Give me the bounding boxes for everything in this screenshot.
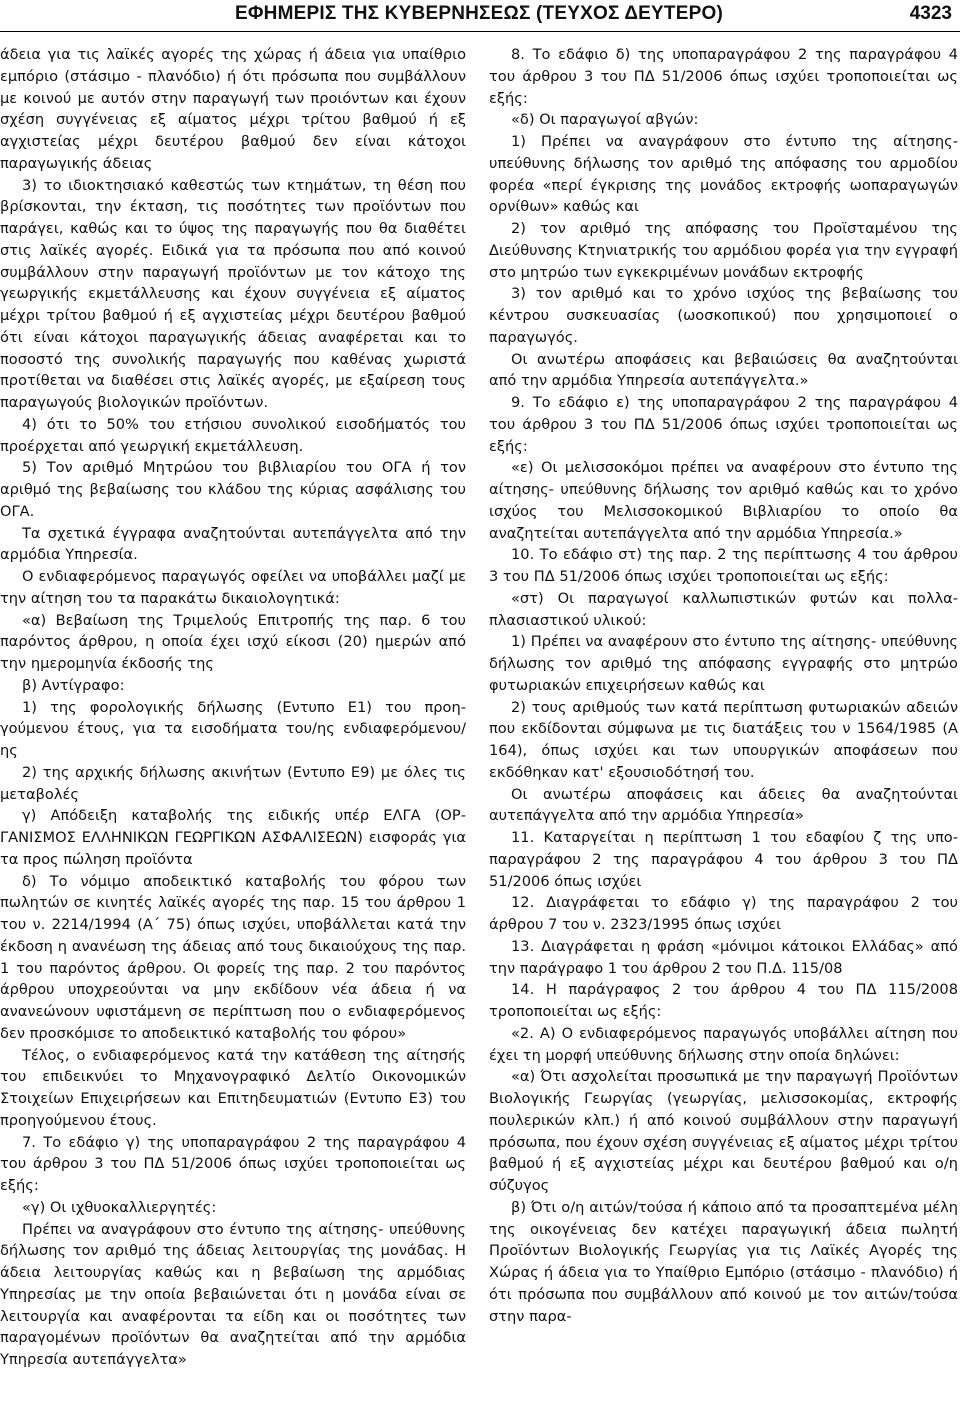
paragraph: Οι ανωτέρω αποφάσεις και άδειες θα αναζητούνται αυτεπάγγελτα από την αρμόδια Υπηρεσία» bbox=[489, 785, 958, 825]
paragraph: 2) τον αριθμό της απόφασης του Προϊσταμένου της Διεύθυνσης Κτηνιατρικής του αρμόδιου φορέα για την εγγραφή στο μητρώο των εγκεκριμένων μονάδων εκτροφής bbox=[489, 220, 958, 281]
paragraph: 11. Καταργείται η περίπτωση 1 του εδαφίου ζ της υποπαραγράφου 2 της παραγράφου 4 του άρθρου 3 του ΠΔ 51/2006 όπως ισχύει bbox=[489, 829, 958, 890]
paragraph: β) Αντίγραφο: bbox=[22, 676, 125, 694]
paragraph: 1) Πρέπει να αναγράφουν στο έντυπο της αίτησης-υπεύθυνης δήλωσης τον αριθμό της απόφασης του αρμοδίου φορέα «περί έγκρισης της μονάδος εκτροφής ωοπαραγωγών ορνίθων» καθώς και bbox=[489, 133, 958, 216]
paragraph: 3) τον αριθμό και το χρόνο ισχύος της βεβαίωσης του κέντρου συσκευασίας (ωοσκοπικού) που χρησιμοποιεί ο παραγωγός. bbox=[489, 285, 958, 346]
paragraph: «στ) Οι παραγωγοί καλλωπιστικών φυτών και πολλαπλασιαστικού υλικού: bbox=[489, 589, 958, 629]
paragraph: Ο ενδιαφερόμενος παραγωγός οφείλει να υποβάλλει μαζί με την αίτηση του τα παρακάτω δικαιολογητικά: bbox=[0, 568, 466, 607]
paragraph: 4) ότι το 50% του ετήσιου συνολικού εισοδήματός του προέρχεται από γεωργική εκμετάλλευση. bbox=[0, 415, 466, 455]
paragraph: Τέλος, ο ενδιαφερόμενος κατά την κατάθεση της αίτησής του επιδεικνύει το Μηχανογραφικό Δελτίο Οικονομικών Στοιχείων Επιχειρήσεων και Επιτηδευματιών (Εντυπο Ε3) του προηγούμενου έτους. bbox=[0, 1046, 466, 1129]
paragraph: Οι ανωτέρω αποφάσεις και βεβαιώσεις θα αναζητούνται από την αρμόδια Υπηρεσία αυτεπάγγελτα.» bbox=[489, 350, 958, 390]
gazette-title: ΕΦΗΜΕΡΙΣ ΤΗΣ ΚΥΒΕΡΝΗΣΕΩΣ (ΤΕΥΧΟΣ ΔΕΥΤΕΡΟ) bbox=[235, 3, 723, 24]
page-number: 4323 bbox=[909, 3, 952, 24]
paragraph: «γ) Οι ιχθυοκαλλιεργητές: bbox=[22, 1198, 217, 1216]
paragraph: 2) της αρχικής δήλωσης ακινήτων (Εντυπο Ε9) με όλες τις μεταβολές bbox=[0, 763, 466, 803]
paragraph: 5) Τον αριθμό Μητρώου του βιβλιαρίου του ΟΓΑ ή τον αριθμό της βεβαίωσης του κλάδου της κύριας ασφάλισης του ΟΓΑ. bbox=[0, 459, 466, 520]
paragraph: 1) της φορολογικής δήλωσης (Εντυπο Ε1) του προηγούμενου έτους, για τα εισοδήματα του/ης ενδιαφερόμενου/ ης bbox=[0, 698, 466, 759]
paragraph: άδεια για τις λαϊκές αγορές της χώρας ή άδεια για υπαίθριο εμπόριο (στάσιμο - πλανόδιο) ή ότι πρόσωπα που συμβάλλουν με κοινού με αυτόν στην παραγωγή των προιόντων και έχουν σχέση συγγένειας εξ αίματος μέχρι τρίτου βαθμού ή εξ αγχιστείας μέχρι δευτέρου βαθμού δεν είναι κάτοχοι παραγωγικής άδειας bbox=[0, 46, 466, 172]
paragraph: 3) το ιδιοκτησιακό καθεστώς των κτημάτων, τη θέση που βρίσκονται, την έκταση, τις ποσότητες των προϊόντων που παράγει, καθώς και το ύψος της παραγωγής που θα διαθέτει στις λαϊκές αγορές. Ειδικά για τα πρόσωπα που από κοινού συμβάλλουν στην παραγωγή προϊόντων με τον κάτοχο της γεωργικής εκμετάλλευσης και έχουν συγγένεια εξ αίματος μέχρι τρίτου βαθμού ή εξ αγχιστείας μέχρι δευτέρου βαθμού ότι είναι κάτοχοι παραγωγικής άδειας αναφέρεται και το ποσοστό της συνολικής παραγωγής που καθένας χωριστά προτίθεται να διαθέσει στις λαϊκές αγορές, με εξαίρεση τους παραγωγούς βιολογικών προϊόντων. bbox=[0, 176, 466, 411]
paragraph: «α) Ότι ασχολείται προσωπικά με την παραγωγή Προϊόντων Βιολογικής Γεωργίας (γεωργίας, μελισσοκομίας, εκτροφής πουλερικών κλπ.) ή από κοινού συμβάλλουν στην παραγωγή πρόσωπα, που έχουν σχέση συγγένειας εξ αίματος μέχρι τρίτου βαθμού ή εξ αγχιστείας μέχρι και δευτέρου βαθμού και ο/η σύζυγος bbox=[489, 1068, 958, 1194]
paragraph: 10. Το εδάφιο στ) της παρ. 2 της περίπτωσης 4 του άρθρου 3 του ΠΔ 51/2006 όπως ισχύει τροποποιείται ως εξής: bbox=[489, 546, 958, 585]
page-header bbox=[0, 0, 960, 36]
paragraph: «δ) Οι παραγωγοί αβγών: bbox=[511, 111, 699, 129]
paragraph: 12. Διαγράφεται το εδάφιο γ) της παραγράφου 2 του άρθρου 7 του ν. 2323/1995 όπως ισχύει bbox=[489, 894, 958, 933]
paragraph: 2) τους αριθμούς των κατά περίπτωση φυτωριακών αδειών που εκδίδονται σύμφωνα με τις διατάξεις του ν 1564/1985 (Α 164), όπως ισχύει και των υπουργικών αποφάσεων που εκδόθηκαν κατ' εξουσιοδότησή του. bbox=[489, 698, 958, 781]
header-rule bbox=[0, 31, 960, 32]
paragraph: 13. Διαγράφεται η φράση «μόνιμοι κάτοικοι Ελλάδας» από την παράγραφο 1 του άρθρου 2 του Π.Δ. 115/08 bbox=[489, 937, 958, 977]
right-column bbox=[489, 44, 958, 1327]
paragraph: Πρέπει να αναγράφουν στο έντυπο της αίτησης- υπεύθυνης δήλωσης τον αριθμό της άδειας λειτουργίας της μονάδας. Η άδεια λειτουργίας καθώς και η βεβαίωση της αρμόδιας Υπηρεσίας με την οποία βεβαιώνεται ότι η μονάδα είναι σε λειτουργία και αναφέρονται τα είδη και οι ποσότητες των παραγομένων προϊόντων θα αναζητείται από την αρμόδια Υπηρεσία αυτεπάγγελτα» bbox=[0, 1220, 466, 1368]
paragraph: 8. Το εδάφιο δ) της υποπαραγράφου 2 της παραγράφου 4 του άρθρου 3 του ΠΔ 51/2006 όπως ισχύει τροποποιείται ως εξής: bbox=[489, 46, 958, 107]
paragraph: 9. Το εδάφιο ε) της υποπαραγράφου 2 της παραγράφου 4 του άρθρου 3 του ΠΔ 51/2006 όπως ισχύει τροποποιείται ως εξής: bbox=[489, 394, 958, 455]
paragraph: β) Ότι ο/η αιτών/τούσα ή κάποιο από τα προσαπτεμένα μέλη της οικογένειας δεν κατέχει παραγωγική άδεια πωλητή Προϊόντων Βιολογικής Γεωργίας για τις Λαϊκές Αγορές της Χώρας ή άδεια για το Υπαίθριο Εμπόριο (στάσιμο - πλανόδιο) ή ότι πρόσωπα που συμβάλλουν από κοινού με τον αιτών/τούσα στην παρα- bbox=[489, 1198, 958, 1325]
paragraph: Τα σχετικά έγγραφα αναζητούνται αυτεπάγγελτα από την αρμόδια Υπηρεσία. bbox=[0, 524, 466, 564]
paragraph: 14. Η παράγραφος 2 του άρθρου 4 του ΠΔ 115/2008 τροποποιείται ως εξής: bbox=[489, 981, 958, 1020]
paragraph: 7. Το εδάφιο γ) της υποπαραγράφου 2 της παραγράφου 4 του άρθρου 3 του ΠΔ 51/2006 όπως ισχύει τροποποιείται ως εξής: bbox=[0, 1133, 466, 1194]
paragraph: 1) Πρέπει να αναφέρουν στο έντυπο της αίτησης- υπεύθυνης δήλωσης τον αριθμό της απόφασης εγγραφής στο μητρώο φυτωριακών επιχειρήσεων καθώς και bbox=[489, 633, 958, 694]
paragraph: «ε) Οι μελισσοκόμοι πρέπει να αναφέρουν στο έντυπο της αίτησης- υπεύθυνης δήλωσης τον αριθμό καθώς και το χρόνο ισχύος του Μελισσοκομικού Βιβλιαρίου το οποίο θα αναζητείται αυτεπάγγελτα από την αρμόδια Υπηρεσία.» bbox=[489, 459, 958, 542]
paragraph: δ) Το νόμιμο αποδεικτικό καταβολής του φόρου των πωλητών σε κινητές λαϊκές αγορές της παρ. 15 του άρθρου 1 του ν. 2214/1994 (Α΄ 75) όπως ισχύει, υποβάλλεται κατά την έκδοση η ανανέωση της άδειας από τους δικαιούχους της παρ. 1 του παρόντος άρθρου. Οι φορείς της παρ. 2 του παρόντος άρθρου υποχρεούνται να μην εκδίδουν νέα άδεια ή να ανανεώνουν υφιστάμενη σε περίπτωση που ο ενδιαφερόμενος δεν προσκόμισε το αποδεικτικό καταβολής του φόρου» bbox=[0, 872, 466, 1042]
left-column bbox=[0, 44, 466, 1371]
paragraph: γ) Απόδειξη καταβολής της ειδικής υπέρ ΕΛΓΑ (ΟΡΓΑΝΙΣΜΟΣ ΕΛΛΗΝΙΚΩΝ ΓΕΩΡΓΙΚΩΝ ΑΣΦΑΛΙΣΕΩΝ) εισφοράς για τα προς πώληση προϊόντα bbox=[0, 807, 466, 868]
paragraph: «α) Βεβαίωση της Τριμελούς Επιτροπής της παρ. 6 του παρόντος άρθρου, η οποία έχει ισχύ είκοσι (20) ημερών από την ημερομηνία έκδοσής της bbox=[0, 611, 466, 672]
paragraph: «2. Α) Ο ενδιαφερόμενος παραγωγός υποβάλλει αίτηση που έχει τη μορφή υπεύθυνης δήλωσης στην οποία δηλώνει: bbox=[489, 1024, 958, 1064]
